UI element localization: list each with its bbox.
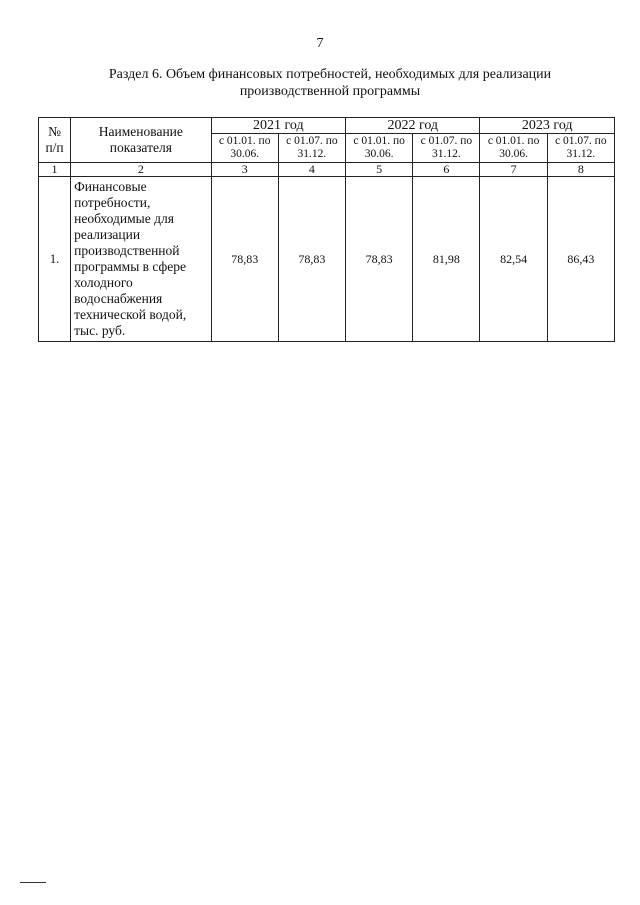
header-year-2023: 2023 год xyxy=(480,118,615,134)
column-number: 7 xyxy=(480,163,547,177)
table-row xyxy=(39,177,615,342)
page-number: 7 xyxy=(316,36,324,51)
value-2021-h2: 78,83 xyxy=(278,177,345,342)
column-number: 6 xyxy=(413,163,480,177)
value-2021-h1: 78,83 xyxy=(211,177,278,342)
section-title-line2: производственной программы xyxy=(239,84,421,99)
table-header-row-years xyxy=(39,118,615,134)
header-name: Наименование показателя xyxy=(71,118,211,163)
section-title xyxy=(70,66,590,100)
value-2022-h1: 78,83 xyxy=(346,177,413,342)
header-period: с 01.01. по 30.06. xyxy=(346,134,413,163)
column-number: 5 xyxy=(346,163,413,177)
header-period: с 01.07. по 31.12. xyxy=(547,134,614,163)
value-2022-h2: 81,98 xyxy=(413,177,480,342)
section-title-line1: Раздел 6. Объем финансовых потребностей, необходимых для реализации xyxy=(108,67,552,82)
column-number: 8 xyxy=(547,163,614,177)
value-2023-h1: 82,54 xyxy=(480,177,547,342)
value-2023-h2: 86,43 xyxy=(547,177,614,342)
header-period: с 01.01. по 30.06. xyxy=(480,134,547,163)
header-year-2022: 2022 год xyxy=(346,118,480,134)
header-period: с 01.01. по 30.06. xyxy=(211,134,278,163)
column-number: 3 xyxy=(211,163,278,177)
header-period: с 01.07. по 31.12. xyxy=(413,134,480,163)
header-year-2021: 2021 год xyxy=(211,118,345,134)
column-number: 1 xyxy=(39,163,71,177)
footer-divider xyxy=(20,882,46,883)
indicator-name: Финансовые потребности, необходимые для реализации производственной программы в сфере холодного водоснабжения технической водой, тыс. руб. xyxy=(71,177,211,342)
header-no: № п/п xyxy=(39,118,71,163)
column-number: 4 xyxy=(278,163,345,177)
financial-needs-table xyxy=(38,117,615,342)
column-number-row xyxy=(39,163,615,177)
header-period: с 01.07. по 31.12. xyxy=(278,134,345,163)
column-number: 2 xyxy=(71,163,211,177)
row-number: 1. xyxy=(39,177,71,342)
